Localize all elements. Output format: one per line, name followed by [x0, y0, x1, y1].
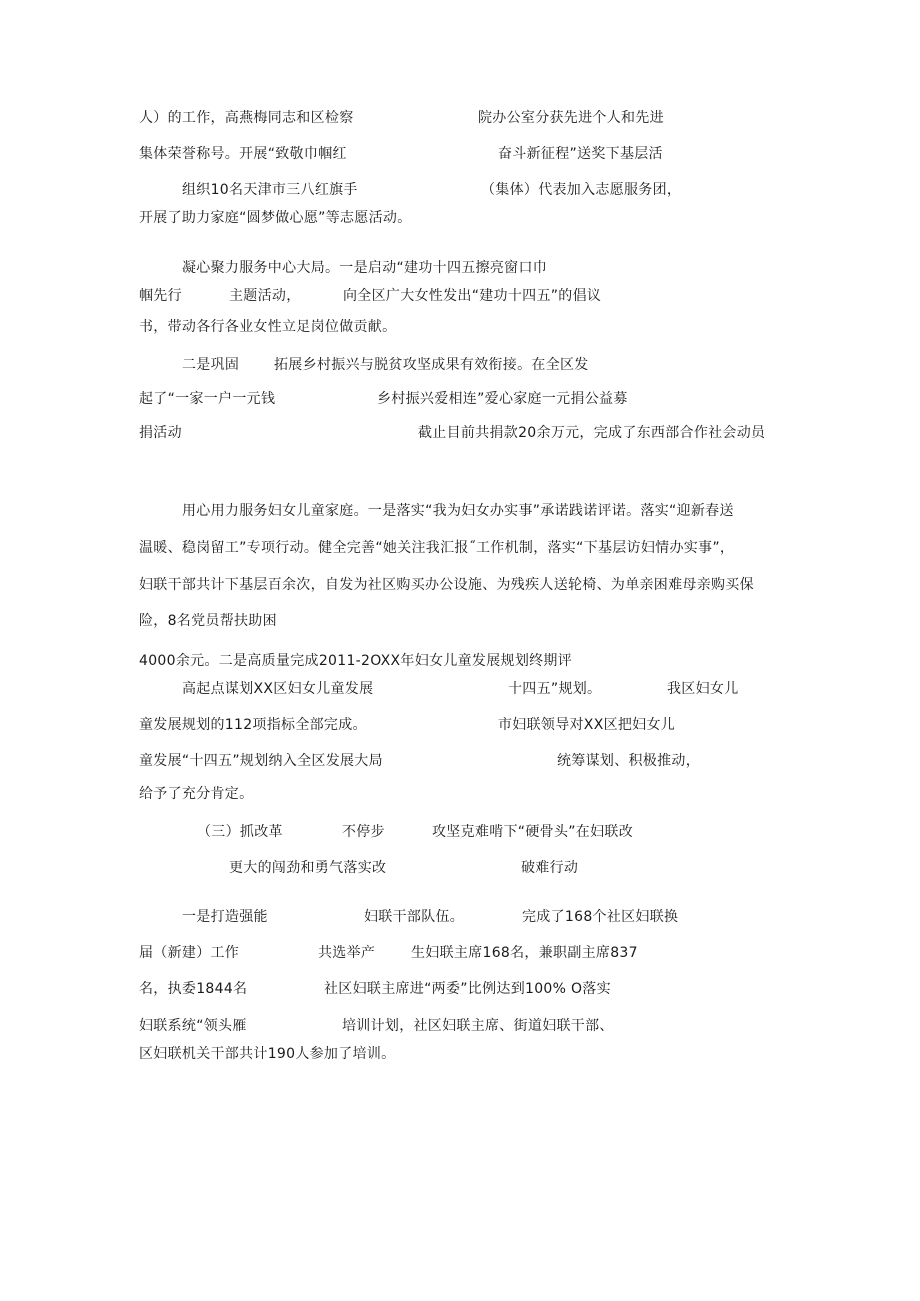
- text-segment: 向全区广大女性发出“建功十四五”的倡议: [343, 288, 602, 304]
- text-segment: 区妇联机关干部共计190人参加了培训。: [139, 1046, 396, 1062]
- text-segment: 生妇联主席168名，兼职副主席837: [411, 945, 638, 961]
- text-segment: 书，带动各行各业女性立足岗位做贡献。: [139, 319, 397, 335]
- text-segment: 开展了助力家庭“圆梦做心愿”等志愿活动。: [139, 210, 412, 226]
- text-segment: 截止目前共捐款20余万元，完成了东西部合作社会动员: [418, 425, 766, 441]
- text-segment: 统筹谋划、积极推动，: [557, 753, 700, 769]
- text-segment: 妇联系统“领头雁: [139, 1018, 247, 1034]
- text-segment: 用心用力服务妇女儿童家庭。一是落实“我为妇女办实事”承诺践诺评诺。落实“迎新春送: [182, 503, 734, 519]
- text-segment: 集体荣誉称号。开展“致敬巾帼红: [139, 146, 347, 162]
- text-segment: 奋斗新征程”送奖下基层活: [498, 146, 663, 162]
- text-segment: 人）的工作，高燕梅同志和区检察: [139, 110, 354, 126]
- text-segment: 十四五”规划。: [508, 681, 602, 697]
- text-segment: 届（新建）工作: [139, 945, 240, 961]
- text-segment: 给予了充分肯定。: [139, 786, 254, 802]
- text-segment: 帼先行: [139, 288, 182, 304]
- text-segment: 市妇联领导对XX区把妇女儿: [498, 717, 676, 733]
- text-segment: 4000余元。二是高质量完成2011-2OXX年妇女儿童发展规划终期评: [139, 653, 573, 669]
- text-segment: 高起点谋划XX区妇女儿童发展: [182, 681, 374, 697]
- text-segment: 完成了168个社区妇联换: [522, 909, 679, 925]
- text-segment: 主题活动，: [229, 288, 301, 304]
- text-segment: 名，执委1844名: [139, 981, 248, 997]
- text-segment: 乡村振兴爱相连”爱心家庭一元捐公益募: [377, 391, 628, 407]
- text-segment: 更大的闯劲和勇气落实改: [229, 860, 387, 876]
- text-segment: 我区妇女儿: [667, 681, 739, 697]
- text-segment: 起了“一家一户一元钱: [139, 391, 276, 407]
- text-segment: 捐活动: [139, 425, 182, 441]
- text-segment: 一是打造强能: [182, 909, 268, 925]
- text-segment: 不停步: [342, 824, 385, 840]
- text-segment: （集体）代表加入志愿服务团，: [481, 182, 682, 198]
- text-segment: 攻坚克难啃下“硬骨头”在妇联改: [432, 824, 634, 840]
- text-segment: 童发展规划的112项指标全部完成。: [139, 717, 367, 733]
- section-heading: （三）抓改革: [197, 824, 283, 840]
- text-segment: 温暖、稳岗留工”专项行动。健全完善“她关注我汇报˝工作机制，落实“下基层访妇情办实事”，: [139, 540, 735, 556]
- text-segment: 妇联干部共计下基层百余次，自发为社区购买办公设施、为残疾人送轮椅、为单亲困难母亲购买保: [139, 577, 754, 593]
- text-segment: 社区妇联主席进“两委”比例达到100% O落实: [324, 981, 611, 997]
- text-segment: 破难行动: [521, 860, 579, 876]
- text-segment: 险，8名党员帮扶助困: [139, 613, 277, 629]
- text-segment: 拓展乡村振兴与脱贫攻坚成果有效衔接。在全区发: [274, 357, 589, 373]
- text-segment: 共选举产: [318, 945, 376, 961]
- text-segment: 组织10名天津市三八红旗手: [182, 182, 358, 198]
- text-segment: 妇联干部队伍。: [364, 909, 465, 925]
- text-segment: 院办公室分获先进个人和先进: [478, 110, 664, 126]
- text-segment: 二是巩固: [182, 357, 240, 373]
- text-segment: 凝心聚力服务中心大局。一是启动“建功十四五擦亮窗口巾: [182, 260, 548, 276]
- text-segment: 培训计划，社区妇联主席、街道妇联干部、: [342, 1018, 614, 1034]
- text-segment: 童发展“十四五”规划纳入全区发展大局: [139, 753, 383, 769]
